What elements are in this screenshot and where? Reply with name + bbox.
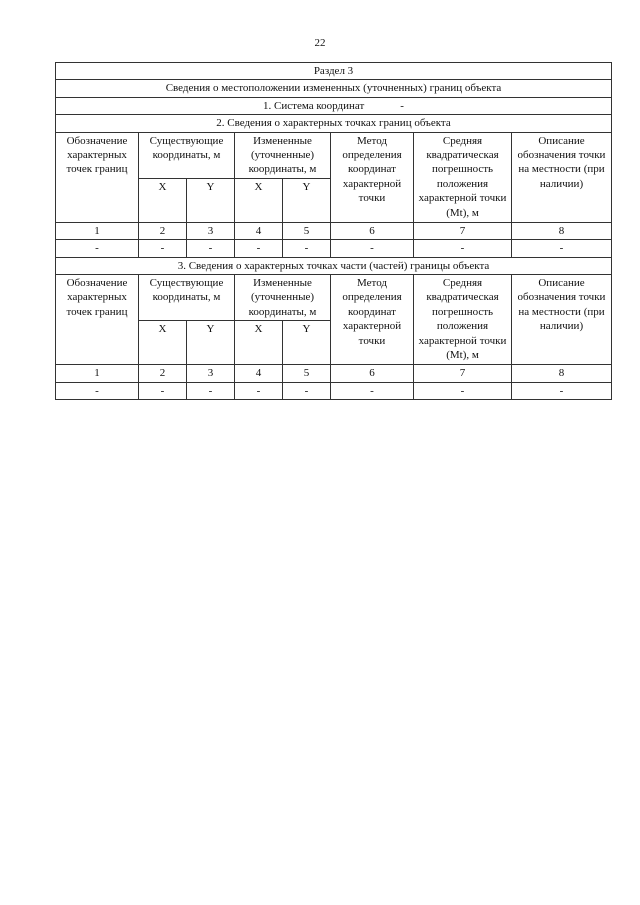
block1-number-row [56, 222, 612, 239]
section-subtitle: Сведения о местоположении измененных (уточненных) границ объекта [56, 80, 612, 97]
table-cell: - [187, 240, 235, 257]
page-number: 22 [314, 37, 326, 49]
block2-number-row [56, 365, 612, 382]
block1-title: 2. Сведения о характерных точках границ объекта [56, 115, 612, 132]
table-cell: 5 [283, 222, 331, 239]
coordinate-system-value: - [400, 99, 404, 112]
table-cell: - [187, 382, 235, 399]
table-cell: 5 [283, 365, 331, 382]
table-cell: 7 [414, 222, 512, 239]
block1-header-description: Описание обозначения точки на местности (при наличии) [512, 132, 612, 222]
table-cell: - [512, 240, 612, 257]
block2-title: 3. Сведения о характерных точках части (частей) границы объекта [56, 257, 612, 274]
table-cell: 2 [139, 222, 187, 239]
table-cell: 8 [512, 365, 612, 382]
table-row [56, 240, 612, 257]
block1-header-method: Метод определения координат характерной точки [331, 132, 414, 222]
table-cell: - [139, 382, 187, 399]
table-cell: - [56, 382, 139, 399]
table-cell: 3 [187, 222, 235, 239]
table-cell: 7 [414, 365, 512, 382]
table-cell: - [331, 240, 414, 257]
table-cell: 1 [56, 222, 139, 239]
block2-header-method: Метод определения координат характерной точки [331, 275, 414, 365]
table-cell: - [283, 382, 331, 399]
table-cell: 2 [139, 365, 187, 382]
block1-header-error: Средняя квадратическая погрешность положения характерной точки (Mt), м [414, 132, 512, 222]
block2-header-x2: X [235, 321, 283, 365]
table-cell: 8 [512, 222, 612, 239]
table-cell: 3 [187, 365, 235, 382]
table-row [56, 382, 612, 399]
table-cell: - [512, 382, 612, 399]
coordinate-system-row [56, 97, 612, 114]
block1-header-x: X [139, 178, 187, 222]
table-cell: - [414, 240, 512, 257]
table-cell: 4 [235, 222, 283, 239]
block1-header-designation: Обозначение характерных точек границ [56, 132, 139, 222]
block2-header-x: X [139, 321, 187, 365]
block1-header-x2: X [235, 178, 283, 222]
table-cell: - [283, 240, 331, 257]
block1-header-y2: Y [283, 178, 331, 222]
block2-header-designation: Обозначение характерных точек границ [56, 275, 139, 365]
table-cell: - [331, 382, 414, 399]
block2-header-changed: Измененные (уточненные) координаты, м [235, 275, 331, 321]
table-cell: 4 [235, 365, 283, 382]
block2-header-existing: Существующие координаты, м [139, 275, 235, 321]
coordinate-system-label: 1. Система координат [263, 99, 365, 112]
block2-header-y2: Y [283, 321, 331, 365]
block1-header-existing: Существующие координаты, м [139, 132, 235, 178]
table-cell: - [235, 240, 283, 257]
block2-header-description: Описание обозначения точки на местности (при наличии) [512, 275, 612, 365]
table-cell: 1 [56, 365, 139, 382]
table-cell: - [139, 240, 187, 257]
section-title: Раздел 3 [56, 63, 612, 80]
block2-header-y: Y [187, 321, 235, 365]
block1-header-changed: Измененные (уточненные) координаты, м [235, 132, 331, 178]
block2-header-error: Средняя квадратическая погрешность положения характерной точки (Mt), м [414, 275, 512, 365]
table-cell: 6 [331, 222, 414, 239]
table-cell: - [235, 382, 283, 399]
table-cell: 6 [331, 365, 414, 382]
table-cell: - [414, 382, 512, 399]
table-cell: - [56, 240, 139, 257]
block1-header-y: Y [187, 178, 235, 222]
section-table [55, 62, 612, 400]
